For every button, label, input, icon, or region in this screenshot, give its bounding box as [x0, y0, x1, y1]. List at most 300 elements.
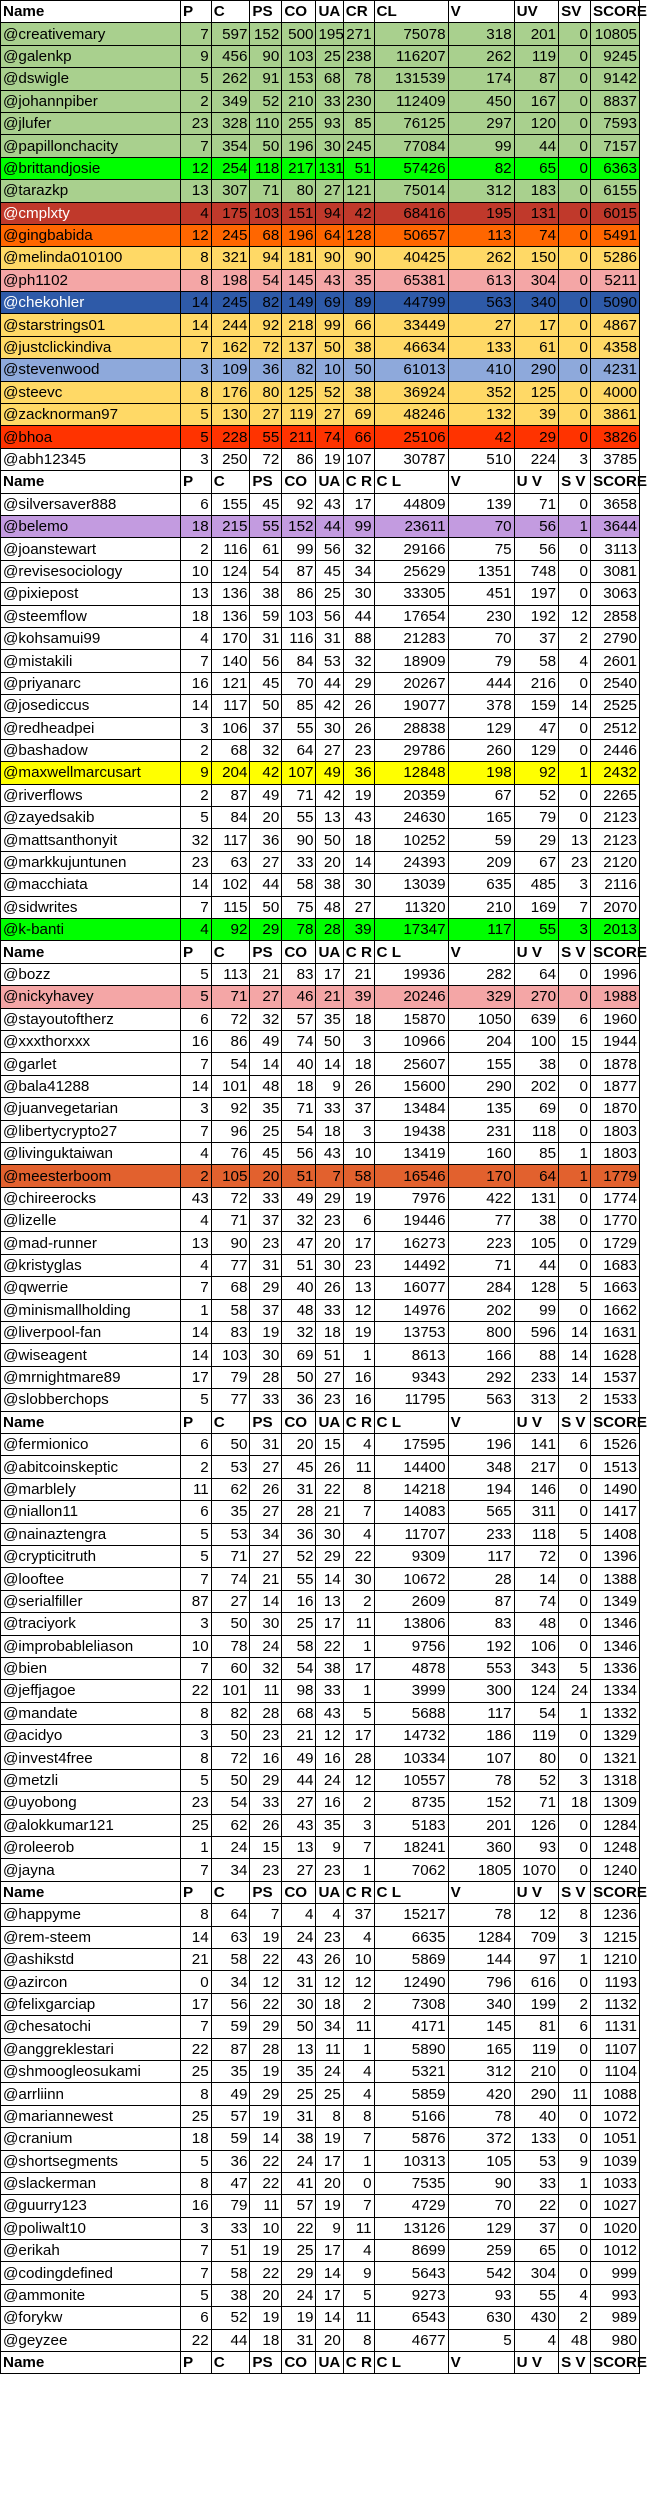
table-row: [1, 1053, 640, 1075]
cl-cell: 11795: [374, 1389, 448, 1411]
co-cell: 49: [282, 1747, 316, 1769]
ps-cell: 36: [250, 829, 282, 851]
uv-cell: 71: [514, 493, 558, 515]
user-name-cell: @mad-runner: [1, 1232, 181, 1254]
score-cell: 1944: [590, 1030, 639, 1052]
cr-cell: 69: [343, 404, 374, 426]
v-cell: 340: [448, 1993, 514, 2015]
cl-cell: 17654: [374, 605, 448, 627]
uv-cell: 616: [514, 1971, 558, 1993]
co-cell: 54: [282, 1120, 316, 1142]
score-cell: 1088: [590, 2083, 639, 2105]
co-cell: 35: [282, 2060, 316, 2082]
v-cell: 105: [448, 2150, 514, 2172]
sv-cell: 0: [559, 2217, 591, 2239]
ps-cell: 61: [250, 538, 282, 560]
ps-cell: 72: [250, 448, 282, 470]
score-cell: 1033: [590, 2172, 639, 2194]
v-cell: 553: [448, 1657, 514, 1679]
p-cell: 2: [180, 739, 211, 761]
v-cell: 42: [448, 426, 514, 448]
cl-cell: 30787: [374, 448, 448, 470]
header-cell-name: Name: [1, 1411, 181, 1433]
header-cell-uv: U V: [514, 941, 558, 963]
c-cell: 86: [211, 1030, 250, 1052]
user-name-cell: @bien: [1, 1657, 181, 1679]
table-row: [1, 1725, 640, 1747]
co-cell: 64: [282, 739, 316, 761]
ua-cell: 18: [316, 1993, 343, 2015]
cl-cell: 13806: [374, 1613, 448, 1635]
p-cell: 7: [180, 1568, 211, 1590]
score-cell: 10805: [590, 23, 639, 45]
sv-cell: 14: [559, 1344, 591, 1366]
user-name-cell: @jeffjagoe: [1, 1680, 181, 1702]
v-cell: 542: [448, 2262, 514, 2284]
v-cell: 510: [448, 448, 514, 470]
uv-cell: 29: [514, 426, 558, 448]
ps-cell: 50: [250, 135, 282, 157]
ps-cell: 19: [250, 2240, 282, 2262]
cl-cell: 5183: [374, 1814, 448, 1836]
uv-cell: 270: [514, 986, 558, 1008]
co-cell: 84: [282, 650, 316, 672]
cr-cell: 19: [343, 784, 374, 806]
header-cell-ua: UA: [316, 2352, 343, 2374]
c-cell: 54: [211, 1053, 250, 1075]
c-cell: 74: [211, 1568, 250, 1590]
c-cell: 117: [211, 695, 250, 717]
p-cell: 43: [180, 1187, 211, 1209]
v-cell: 223: [448, 1232, 514, 1254]
table-row: [1, 1098, 640, 1120]
p-cell: 7: [180, 1657, 211, 1679]
ua-cell: 21: [316, 986, 343, 1008]
score-cell: 1662: [590, 1299, 639, 1321]
user-name-cell: @juanvegetarian: [1, 1098, 181, 1120]
c-cell: 35: [211, 1501, 250, 1523]
header-cell-name: Name: [1, 471, 181, 493]
v-cell: 284: [448, 1277, 514, 1299]
c-cell: 349: [211, 90, 250, 112]
c-cell: 36: [211, 2150, 250, 2172]
score-cell: 1683: [590, 1254, 639, 1276]
header-row: [1, 471, 640, 493]
p-cell: 7: [180, 2240, 211, 2262]
cl-cell: 131539: [374, 68, 448, 90]
cr-cell: 50: [343, 359, 374, 381]
score-cell: 1988: [590, 986, 639, 1008]
ps-cell: 19: [250, 2307, 282, 2329]
score-cell: 2446: [590, 739, 639, 761]
score-cell: 1346: [590, 1613, 639, 1635]
header-cell-c: C: [211, 1881, 250, 1903]
v-cell: 5: [448, 2329, 514, 2351]
score-cell: 2432: [590, 762, 639, 784]
p-cell: 17: [180, 1366, 211, 1388]
ua-cell: 10: [316, 359, 343, 381]
p-cell: 4: [180, 1210, 211, 1232]
header-cell-ps: PS: [250, 1, 282, 23]
c-cell: 58: [211, 2262, 250, 2284]
cl-cell: 9756: [374, 1635, 448, 1657]
sv-cell: 9: [559, 2150, 591, 2172]
p-cell: 7: [180, 896, 211, 918]
ps-cell: 103: [250, 202, 282, 224]
uv-cell: 54: [514, 1702, 558, 1724]
ps-cell: 19: [250, 1322, 282, 1344]
p-cell: 7: [180, 1859, 211, 1881]
uv-cell: 44: [514, 1254, 558, 1276]
c-cell: 121: [211, 672, 250, 694]
sv-cell: 0: [559, 717, 591, 739]
table-row: [1, 2240, 640, 2262]
user-name-cell: @felixgarciap: [1, 1993, 181, 2015]
v-cell: 165: [448, 807, 514, 829]
user-name-cell: @creativemary: [1, 23, 181, 45]
sv-cell: 14: [559, 695, 591, 717]
cl-cell: 76125: [374, 112, 448, 134]
v-cell: 201: [448, 1814, 514, 1836]
ua-cell: 9: [316, 1075, 343, 1097]
table-row: [1, 1366, 640, 1388]
ua-cell: 12: [316, 1971, 343, 1993]
user-name-cell: @riverflows: [1, 784, 181, 806]
cr-cell: 89: [343, 292, 374, 314]
sv-cell: 3: [559, 448, 591, 470]
header-row: [1, 2352, 640, 2374]
cl-cell: 25629: [374, 560, 448, 582]
ua-cell: 26: [316, 1456, 343, 1478]
header-cell-sv: S V: [559, 2352, 591, 2374]
co-cell: 43: [282, 1814, 316, 1836]
uv-cell: 129: [514, 739, 558, 761]
ua-cell: 17: [316, 2150, 343, 2172]
cl-cell: 6543: [374, 2307, 448, 2329]
co-cell: 153: [282, 68, 316, 90]
c-cell: 321: [211, 247, 250, 269]
v-cell: 300: [448, 1680, 514, 1702]
header-cell-cr: C R: [343, 1881, 374, 1903]
table-row: [1, 1993, 640, 2015]
uv-cell: 106: [514, 1635, 558, 1657]
v-cell: 292: [448, 1366, 514, 1388]
p-cell: 3: [180, 359, 211, 381]
sv-cell: 23: [559, 851, 591, 873]
v-cell: 444: [448, 672, 514, 694]
v-cell: 77: [448, 1210, 514, 1232]
table-row: [1, 1478, 640, 1500]
header-cell-sv: S V: [559, 471, 591, 493]
c-cell: 24: [211, 1837, 250, 1859]
ps-cell: 14: [250, 1053, 282, 1075]
score-cell: 4358: [590, 336, 639, 358]
header-cell-v: V: [448, 2352, 514, 2374]
ua-cell: 17: [316, 2240, 343, 2262]
co-cell: 210: [282, 90, 316, 112]
v-cell: 144: [448, 1948, 514, 1970]
p-cell: 18: [180, 2128, 211, 2150]
p-cell: 22: [180, 2329, 211, 2351]
v-cell: 195: [448, 202, 514, 224]
co-cell: 25: [282, 1613, 316, 1635]
ps-cell: 22: [250, 2172, 282, 2194]
c-cell: 162: [211, 336, 250, 358]
c-cell: 101: [211, 1075, 250, 1097]
ua-cell: 12: [316, 1725, 343, 1747]
uv-cell: 639: [514, 1008, 558, 1030]
header-cell-ua: UA: [316, 471, 343, 493]
uv-cell: 61: [514, 336, 558, 358]
p-cell: 14: [180, 695, 211, 717]
v-cell: 297: [448, 112, 514, 134]
uv-cell: 131: [514, 202, 558, 224]
ua-cell: 50: [316, 336, 343, 358]
ps-cell: 68: [250, 224, 282, 246]
c-cell: 27: [211, 1590, 250, 1612]
co-cell: 51: [282, 1165, 316, 1187]
score-cell: 1729: [590, 1232, 639, 1254]
cr-cell: 17: [343, 493, 374, 515]
table-row: [1, 2105, 640, 2127]
score-cell: 5286: [590, 247, 639, 269]
v-cell: 75: [448, 538, 514, 560]
table-row: [1, 1299, 640, 1321]
sv-cell: 0: [559, 2038, 591, 2060]
uv-cell: 88: [514, 1344, 558, 1366]
sv-cell: 0: [559, 1053, 591, 1075]
user-name-cell: @nainaztengra: [1, 1523, 181, 1545]
user-name-cell: @justclickindiva: [1, 336, 181, 358]
user-name-cell: @stayoutoftherz: [1, 1008, 181, 1030]
table-row: [1, 1075, 640, 1097]
ps-cell: 22: [250, 2150, 282, 2172]
v-cell: 563: [448, 292, 514, 314]
p-cell: 14: [180, 1075, 211, 1097]
user-name-cell: @libertycrypto27: [1, 1120, 181, 1142]
user-name-cell: @gingbabida: [1, 224, 181, 246]
ua-cell: 18: [316, 1322, 343, 1344]
co-cell: 40: [282, 1277, 316, 1299]
p-cell: 25: [180, 2105, 211, 2127]
ua-cell: 11: [316, 2038, 343, 2060]
header-cell-co: CO: [282, 941, 316, 963]
score-cell: 3063: [590, 583, 639, 605]
p-cell: 14: [180, 314, 211, 336]
cl-cell: 9309: [374, 1545, 448, 1567]
cr-cell: 3: [343, 1120, 374, 1142]
c-cell: 262: [211, 68, 250, 90]
ps-cell: 25: [250, 1120, 282, 1142]
ps-cell: 29: [250, 2016, 282, 2038]
co-cell: 30: [282, 1993, 316, 2015]
table-row: [1, 292, 640, 314]
cr-cell: 78: [343, 68, 374, 90]
cl-cell: 5166: [374, 2105, 448, 2127]
user-name-cell: @chekohler: [1, 292, 181, 314]
c-cell: 109: [211, 359, 250, 381]
p-cell: 5: [180, 807, 211, 829]
user-name-cell: @ashikstd: [1, 1948, 181, 1970]
cr-cell: 30: [343, 583, 374, 605]
uv-cell: 596: [514, 1322, 558, 1344]
sv-cell: 0: [559, 1187, 591, 1209]
co-cell: 50: [282, 1366, 316, 1388]
cr-cell: 43: [343, 807, 374, 829]
c-cell: 92: [211, 1098, 250, 1120]
v-cell: 378: [448, 695, 514, 717]
c-cell: 50: [211, 1769, 250, 1791]
p-cell: 8: [180, 269, 211, 291]
user-name-cell: @minismallholding: [1, 1299, 181, 1321]
cl-cell: 11707: [374, 1523, 448, 1545]
ps-cell: 92: [250, 314, 282, 336]
cr-cell: 16: [343, 1389, 374, 1411]
cl-cell: 48246: [374, 404, 448, 426]
co-cell: 58: [282, 1635, 316, 1657]
ua-cell: 17: [316, 963, 343, 985]
p-cell: 2: [180, 90, 211, 112]
uv-cell: 87: [514, 68, 558, 90]
table-row: [1, 583, 640, 605]
v-cell: 70: [448, 627, 514, 649]
sv-cell: 1: [559, 1948, 591, 1970]
co-cell: 4: [282, 1904, 316, 1926]
cl-cell: 9273: [374, 2284, 448, 2306]
cl-cell: 46634: [374, 336, 448, 358]
header-cell-p: P: [180, 1, 211, 23]
c-cell: 51: [211, 2240, 250, 2262]
score-cell: 1996: [590, 963, 639, 985]
v-cell: 117: [448, 919, 514, 941]
cl-cell: 13484: [374, 1098, 448, 1120]
p-cell: 2: [180, 538, 211, 560]
score-cell: 1329: [590, 1725, 639, 1747]
p-cell: 14: [180, 1344, 211, 1366]
co-cell: 48: [282, 1299, 316, 1321]
ua-cell: 20: [316, 2329, 343, 2351]
p-cell: 6: [180, 1434, 211, 1456]
c-cell: 56: [211, 1993, 250, 2015]
ua-cell: 53: [316, 650, 343, 672]
uv-cell: 52: [514, 784, 558, 806]
table-row: [1, 650, 640, 672]
c-cell: 62: [211, 1478, 250, 1500]
c-cell: 68: [211, 739, 250, 761]
co-cell: 69: [282, 1344, 316, 1366]
header-cell-cr: C R: [343, 1411, 374, 1433]
table-row: [1, 762, 640, 784]
table-row: [1, 2038, 640, 2060]
c-cell: 34: [211, 1859, 250, 1881]
sv-cell: 12: [559, 605, 591, 627]
ps-cell: 80: [250, 381, 282, 403]
cr-cell: 58: [343, 1165, 374, 1187]
header-cell-v: V: [448, 471, 514, 493]
user-name-cell: @geyzee: [1, 2329, 181, 2351]
uv-cell: 290: [514, 2083, 558, 2105]
ps-cell: 48: [250, 1075, 282, 1097]
sv-cell: 0: [559, 202, 591, 224]
p-cell: 5: [180, 1545, 211, 1567]
uv-cell: 37: [514, 627, 558, 649]
sv-cell: 0: [559, 404, 591, 426]
co-cell: 32: [282, 1322, 316, 1344]
p-cell: 5: [180, 2284, 211, 2306]
score-cell: 999: [590, 2262, 639, 2284]
user-name-cell: @k-banti: [1, 919, 181, 941]
table-row: [1, 1389, 640, 1411]
c-cell: 49: [211, 2083, 250, 2105]
p-cell: 10: [180, 1635, 211, 1657]
v-cell: 259: [448, 2240, 514, 2262]
ua-cell: 26: [316, 1948, 343, 1970]
cl-cell: 24393: [374, 851, 448, 873]
uv-cell: 343: [514, 1657, 558, 1679]
table-row: [1, 2307, 640, 2329]
user-name-cell: @shortsegments: [1, 2150, 181, 2172]
user-name-cell: @kohsamui99: [1, 627, 181, 649]
table-row: [1, 2172, 640, 2194]
v-cell: 210: [448, 896, 514, 918]
v-cell: 145: [448, 2016, 514, 2038]
p-cell: 7: [180, 135, 211, 157]
co-cell: 56: [282, 1142, 316, 1164]
cr-cell: 14: [343, 851, 374, 873]
sv-cell: 0: [559, 1456, 591, 1478]
uv-cell: 56: [514, 538, 558, 560]
cl-cell: 29166: [374, 538, 448, 560]
cl-cell: 10313: [374, 2150, 448, 2172]
table-row: [1, 986, 640, 1008]
sv-cell: 0: [559, 135, 591, 157]
co-cell: 57: [282, 2195, 316, 2217]
p-cell: 3: [180, 717, 211, 739]
user-name-cell: @nickyhavey: [1, 986, 181, 1008]
table-row: [1, 851, 640, 873]
p-cell: 7: [180, 1277, 211, 1299]
header-cell-co: CO: [282, 471, 316, 493]
ps-cell: 35: [250, 1098, 282, 1120]
ps-cell: 26: [250, 1814, 282, 1836]
table-row: [1, 1120, 640, 1142]
score-cell: 980: [590, 2329, 639, 2351]
p-cell: 2: [180, 784, 211, 806]
v-cell: 565: [448, 1501, 514, 1523]
header-row: [1, 1881, 640, 1903]
co-cell: 152: [282, 515, 316, 537]
header-cell-score: SCORE: [590, 1881, 639, 1903]
ps-cell: 27: [250, 1545, 282, 1567]
c-cell: 176: [211, 381, 250, 403]
table-row: [1, 90, 640, 112]
c-cell: 87: [211, 784, 250, 806]
p-cell: 14: [180, 874, 211, 896]
v-cell: 613: [448, 269, 514, 291]
user-name-cell: @slobberchops: [1, 1389, 181, 1411]
table-row: [1, 1277, 640, 1299]
user-name-cell: @johannpiber: [1, 90, 181, 112]
sv-cell: 0: [559, 1613, 591, 1635]
c-cell: 79: [211, 1366, 250, 1388]
v-cell: 70: [448, 2195, 514, 2217]
ua-cell: 43: [316, 493, 343, 515]
user-name-cell: @chireerocks: [1, 1187, 181, 1209]
table-row: [1, 807, 640, 829]
uv-cell: 72: [514, 1545, 558, 1567]
c-cell: 59: [211, 2016, 250, 2038]
cl-cell: 19936: [374, 963, 448, 985]
